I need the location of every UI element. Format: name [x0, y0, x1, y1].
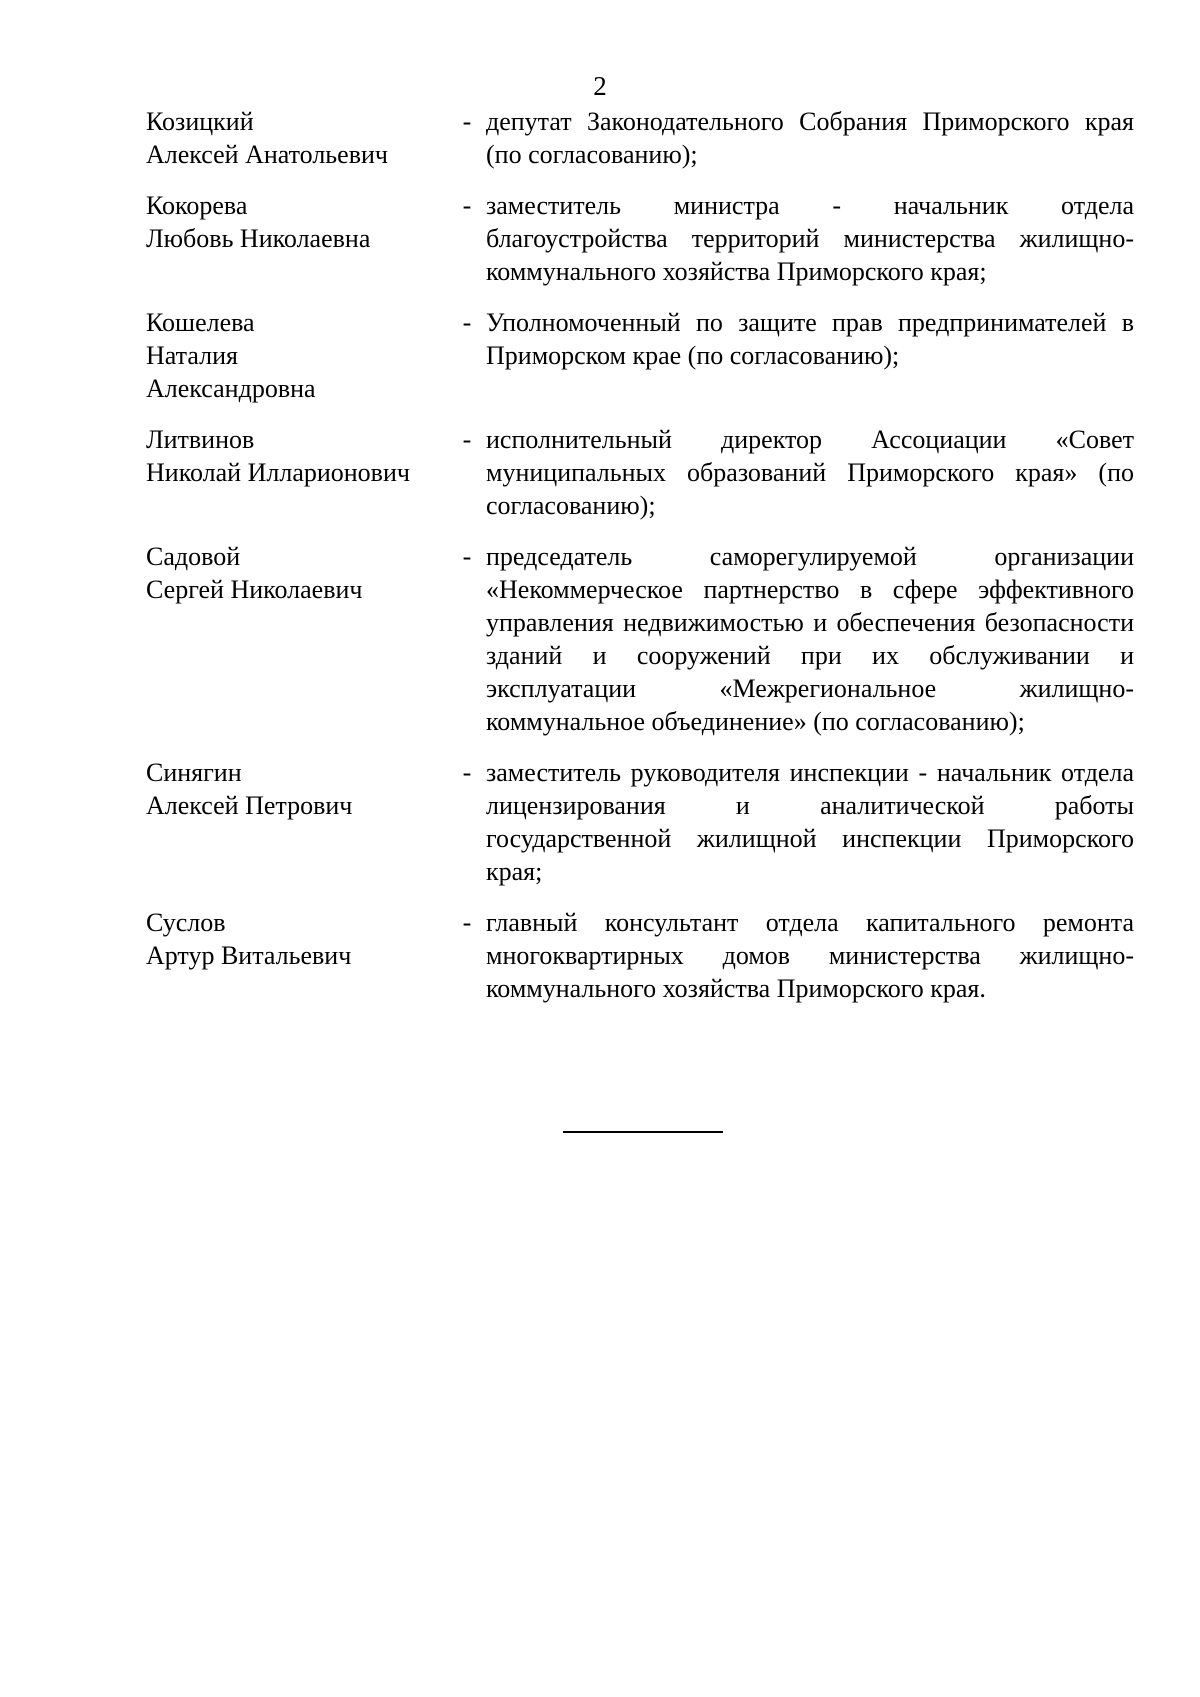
name-line: Любовь Николаевна: [146, 224, 371, 253]
page-number: 2: [593, 71, 607, 101]
member-description: председатель саморегулируемой организации «Некоммерческое партнерство в сфере эффективного управления недвижимостью и обеспечения безопасности зданий и сооружений при их обслуживании и эксплуатации «Межрегиональное жилищно-коммунальное объединение» (по согласованию);: [486, 542, 1134, 736]
member-name: [146, 756, 448, 822]
name-line: Артур Витальевич: [146, 941, 352, 970]
name-line: Николай Илларионович: [146, 458, 410, 487]
name-line: Суслов: [146, 908, 226, 937]
name-line: Александровна: [146, 374, 316, 403]
list-item: [146, 306, 1134, 405]
list-item: [146, 540, 1134, 738]
separator-dash: -: [462, 308, 472, 337]
member-description: исполнительный директор Ассоциации «Совет муниципальных образований Приморского края» (по согласованию);: [486, 425, 1134, 520]
list-item: [146, 756, 1134, 888]
separator-dash: -: [462, 191, 472, 220]
name-line: Кокорева: [146, 191, 248, 220]
member-description: заместитель министра - начальник отдела благоустройства территорий министерства жилищно-коммунального хозяйства Приморского края;: [486, 191, 1134, 286]
name-line: Наталия: [146, 341, 238, 370]
name-line: Алексей Петрович: [146, 791, 353, 820]
name-line: Синягин: [146, 758, 242, 787]
name-line: Кошелева: [146, 308, 255, 337]
member-description: Уполномоченный по защите прав предпринимателей в Приморском крае (по согласованию);: [486, 308, 1134, 370]
end-divider-line: [563, 1131, 723, 1133]
member-name: [146, 189, 448, 255]
list-item: [146, 423, 1134, 522]
member-name: [146, 105, 448, 171]
member-name: [146, 423, 448, 489]
separator-dash: -: [462, 107, 472, 136]
member-description: главный консультант отдела капитального ремонта многоквартирных домов министерства жилищно-коммунального хозяйства Приморского края.: [486, 908, 1134, 1003]
list-item: [146, 906, 1134, 1005]
separator-dash: -: [462, 758, 472, 787]
name-line: Алексей Анатольевич: [146, 140, 388, 169]
name-line: Сергей Николаевич: [146, 575, 363, 604]
member-description: заместитель руководителя инспекции - начальник отдела лицензирования и аналитической работы государственной жилищной инспекции Приморского края;: [486, 758, 1134, 886]
member-list: [146, 105, 1134, 1023]
member-description: депутат Законодательного Собрания Приморского края (по согласованию);: [486, 107, 1134, 169]
name-line: Садовой: [146, 542, 241, 571]
member-name: [146, 540, 448, 606]
member-name: [146, 906, 448, 972]
list-item: [146, 189, 1134, 288]
name-line: Козицкий: [146, 107, 254, 136]
separator-dash: -: [462, 908, 472, 937]
name-line: Литвинов: [146, 425, 255, 454]
member-name: [146, 306, 448, 405]
separator-dash: -: [462, 425, 472, 454]
separator-dash: -: [462, 542, 472, 571]
list-item: [146, 105, 1134, 171]
